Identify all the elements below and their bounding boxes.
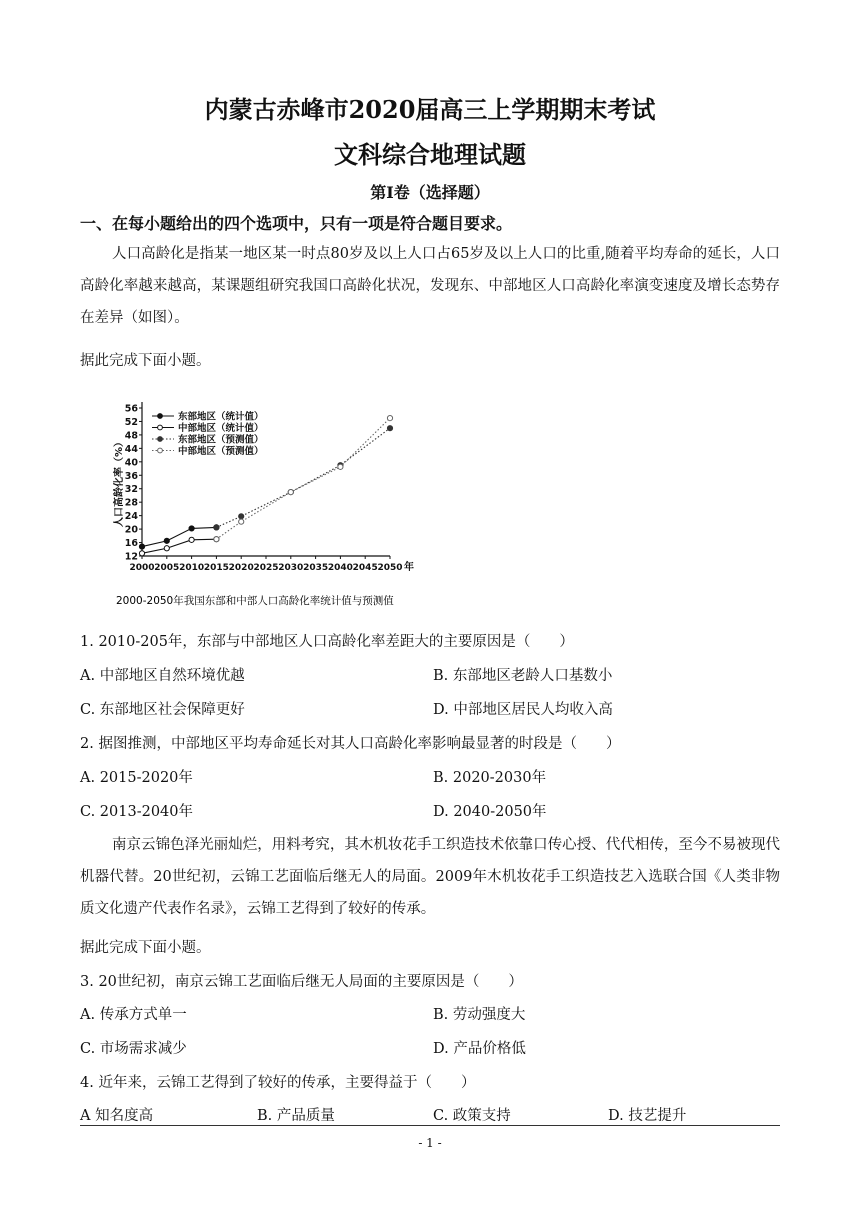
data-point	[387, 415, 392, 420]
data-point	[338, 464, 343, 469]
q1-option-a[interactable]: A. 中部地区自然环境优越	[80, 668, 245, 684]
x-tick-label: 2025	[253, 563, 279, 573]
q2-option-b[interactable]: B. 2020-2030年	[433, 770, 547, 786]
legend-label: 中部地区（预测值）	[178, 446, 264, 457]
data-point	[164, 546, 169, 551]
legend-marker	[158, 437, 163, 442]
y-tick-label: 16	[124, 538, 138, 550]
y-tick-label: 12	[124, 551, 138, 563]
title-line-2: 文科综合地理试题	[334, 140, 526, 169]
q1-option-b[interactable]: B. 东部地区老龄人口基数小	[433, 668, 613, 684]
y-tick-label: 28	[124, 497, 138, 509]
data-point	[239, 519, 244, 524]
y-tick-label: 56	[124, 403, 138, 415]
passage-2: 南京云锦色泽光丽灿烂，用料考究，其木机妆花手工织造技术依靠口传心授、代代相传，至今不易被现代机器代替。20世纪初，云锦工艺面临后继无人的局面。2009年木机妆花手工织造技艺入选联合国《人类非物质文化遗产代表作名录》，云锦工艺得到了较好的传承。	[80, 837, 780, 917]
q4-option-a[interactable]: A 知名度高	[80, 1108, 154, 1124]
y-tick-label: 24	[124, 511, 138, 523]
data-point	[139, 544, 144, 549]
y-tick-label: 44	[124, 443, 138, 455]
data-point	[189, 537, 194, 542]
q3-option-c[interactable]: C. 市场需求减少	[80, 1041, 187, 1057]
y-tick-label: 40	[124, 457, 138, 469]
q2-option-a[interactable]: A. 2015-2020年	[80, 770, 193, 786]
legend-marker	[158, 448, 163, 453]
q3-stem: 3. 20世纪初，南京云锦工艺面临后继无人局面的主要原因是（ ）	[80, 974, 523, 990]
instruction-1: 据此完成下面小题。	[80, 353, 211, 369]
x-tick-label: 2005	[154, 563, 180, 573]
y-tick-label: 32	[124, 484, 138, 496]
data-point	[239, 514, 244, 519]
x-tick-label: 2030	[278, 563, 304, 573]
q4-option-c[interactable]: C. 政策支持	[433, 1108, 511, 1124]
q3-option-a[interactable]: A. 传承方式单一	[80, 1007, 187, 1023]
footer-rule	[80, 1125, 780, 1126]
q4-stem: 4. 近年来，云锦工艺得到了较好的传承，主要得益于（ ）	[80, 1075, 476, 1091]
legend-marker	[158, 414, 163, 419]
y-axis-label: 人口高龄化率（%）	[114, 436, 125, 528]
legend-label: 东部地区（统计值）	[178, 411, 264, 423]
q3-option-b[interactable]: B. 劳动强度大	[433, 1007, 526, 1023]
x-tick-label: 2035	[303, 563, 329, 573]
data-point	[288, 489, 293, 494]
y-tick-label: 20	[124, 524, 138, 536]
section-title: 第Ⅰ卷（选择题）	[370, 183, 490, 202]
chart-caption: 2000-2050年我国东部和中部人口高龄化率统计值与预测值	[116, 595, 394, 607]
q1-option-d[interactable]: D. 中部地区居民人均收入高	[433, 702, 613, 718]
part-heading: 一、在每小题给出的四个选项中，只有一项是符合题目要求。	[80, 214, 513, 233]
chart	[112, 394, 432, 612]
x-tick-label: 2010	[179, 563, 205, 573]
x-tick-label: 2000	[129, 563, 155, 573]
title-line-1: 内蒙古赤峰市2020届高三上学期期末考试	[204, 95, 656, 124]
q2-option-c[interactable]: C. 2013-2040年	[80, 804, 193, 820]
data-point	[214, 525, 219, 530]
aging-rate-chart	[112, 394, 432, 612]
x-axis-label: 年	[404, 562, 414, 573]
q2-stem: 2. 据图推测，中部地区平均寿命延长对其人口高龄化率影响最显著的时段是（ ）	[80, 736, 621, 752]
x-tick-label: 2015	[203, 563, 229, 573]
passage-1: 人口高龄化是指某一地区某一时点80岁及以上人口占65岁及以上人口的比重,随着平均寿命的延长，人口高龄化率越来越高，某课题组研究我国口高龄化状况，发现东、中部地区人口高龄化率演变速度及增长态势存在差异（如图）。	[80, 246, 780, 326]
q1-stem: 1. 2010-205年，东部与中部地区人口高龄化率差距大的主要原因是（ ）	[80, 634, 574, 650]
q1-option-c[interactable]: C. 东部地区社会保障更好	[80, 702, 245, 718]
data-point	[189, 526, 194, 531]
data-point	[164, 538, 169, 543]
q4-option-b[interactable]: B. 产品质量	[257, 1108, 335, 1124]
legend-marker	[158, 425, 163, 430]
y-tick-label: 52	[124, 416, 138, 428]
x-tick-label: 2040	[327, 563, 353, 573]
x-tick-label: 2020	[228, 563, 254, 573]
legend-label: 中部地区（统计值）	[178, 423, 264, 434]
page-number: - 1 -	[418, 1136, 442, 1150]
series-line	[142, 539, 216, 553]
data-point	[139, 551, 144, 556]
instruction-2: 据此完成下面小题。	[80, 940, 211, 956]
q4-option-d[interactable]: D. 技艺提升	[608, 1108, 687, 1124]
x-tick-label: 2050	[377, 563, 403, 573]
y-tick-label: 48	[124, 430, 138, 442]
legend-label: 东部地区（预测值）	[178, 434, 264, 446]
y-tick-label: 36	[124, 470, 138, 482]
data-point	[214, 537, 219, 542]
data-point	[387, 426, 392, 431]
q3-option-d[interactable]: D. 产品价格低	[433, 1041, 526, 1057]
q2-option-d[interactable]: D. 2040-2050年	[433, 804, 547, 820]
x-tick-label: 2045	[352, 563, 378, 573]
